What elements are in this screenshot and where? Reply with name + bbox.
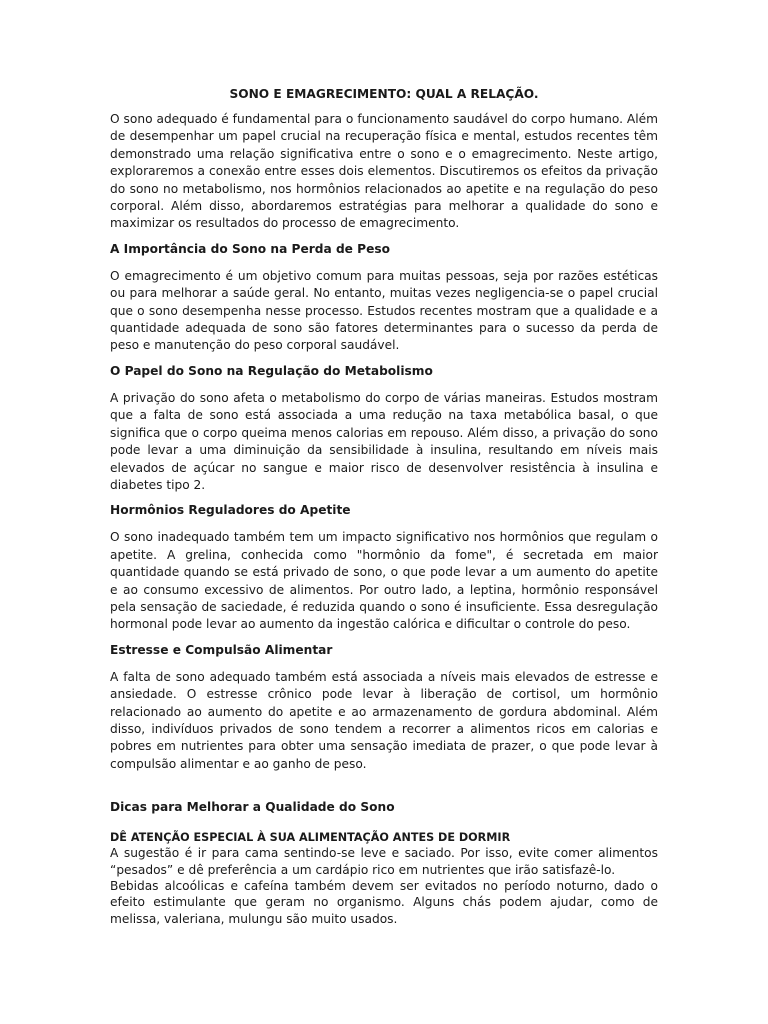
tips-heading: Dicas para Melhorar a Qualidade do Sono: [110, 800, 395, 815]
section-heading-hormonios: Hormônios Reguladores do Apetite: [110, 503, 351, 518]
document-title: SONO E EMAGRECIMENTO: QUAL A RELAÇÃO.: [229, 87, 539, 101]
section-text-importancia: O emagrecimento é um objetivo comum para muitas pessoas, seja por razões estéticas ou para melhorar a saúde geral. No entanto, muitas vezes negligencia-se o papel crucial que o sono desempenha nesse processo. Estudos recentes mostram que a qualidade e a quantidade adequada de sono são fatores determinantes para o sucesso da perda de peso e manutenção do peso corporal saudável.: [110, 268, 658, 353]
section-heading-metabolismo: O Papel do Sono na Regulação do Metabolismo: [110, 363, 433, 378]
tip-heading-alimentacao: DÊ ATENÇÃO ESPECIAL À SUA ALIMENTAÇÃO ANTES DE DORMIR: [110, 831, 511, 845]
section-heading-estresse: Estresse e Compulsão Alimentar: [110, 642, 333, 657]
intro-paragraph: O sono adequado é fundamental para o funcionamento saudável do corpo humano. Além de desempenhar um papel crucial na recuperação física e mental, estudos recentes têm demonstrado uma relação significativa entre o sono e o emagrecimento. Neste artigo, exploraremos a conexão entre esses dois elementos. Discutiremos os efeitos da privação do sono no metabolismo, nos hormônios relacionados ao apetite e na regulação do peso corporal. Além disso, abordaremos estratégias para melhorar a qualidade do sono e maximizar os resultados do processo de emagrecimento.: [110, 112, 658, 231]
tip-text-alimentacao-2: Bebidas alcoólicas e cafeína também devem ser evitados no período noturno, dado o efeito estimulante que geram no organismo. Alguns chás podem ajudar, como de melissa, valeriana, mulungu são muito usados.: [110, 879, 658, 926]
section-text-metabolismo: A privação do sono afeta o metabolismo do corpo de várias maneiras. Estudos mostram que a falta de sono está associada a uma redução na taxa metabólica basal, o que significa que o corpo queima menos calorias em repouso. Além disso, a privação do sono pode levar a uma diminuição da sensibilidade à insulina, resultando em níveis mais elevados de açúcar no sangue e maior risco de desenvolver resistência à insulina e diabetes tipo 2.: [110, 390, 658, 492]
tip-text-alimentacao-1: A sugestão é ir para cama sentindo-se leve e saciado. Por isso, evite comer alimentos “pesados” e dê preferência a um cardápio rico em nutrientes que irão satisfazê-lo.: [110, 846, 658, 877]
section-heading-importancia: A Importância do Sono na Perda de Peso: [110, 241, 390, 256]
section-text-estresse: A falta de sono adequado também está associada a níveis mais elevados de estresse e ansiedade. O estresse crônico pode levar à liberação de cortisol, um hormônio relacionado ao aumento do apetite e ao armazenamento de gordura abdominal. Além disso, indivíduos privados de sono tendem a recorrer a alimentos ricos em calorias e pobres em nutrientes para obter uma sensação imediata de prazer, o que pode levar à compulsão alimentar e ao ganho de peso.: [110, 669, 658, 771]
document-page: [110, 86, 658, 927]
section-text-hormonios: O sono inadequado também tem um impacto significativo nos hormônios que regulam o apetite. A grelina, conhecida como "hormônio da fome", é secretada em maior quantidade quando se está privado de sono, o que pode levar a um aumento do apetite e ao consumo excessivo de alimentos. Por outro lado, a leptina, hormônio responsável pela sensação de saciedade, é reduzida quando o sono é insuficiente. Essa desregulação hormonal pode levar ao aumento da ingestão calórica e dificultar o controle do peso.: [110, 530, 658, 632]
spacer: [110, 781, 658, 799]
